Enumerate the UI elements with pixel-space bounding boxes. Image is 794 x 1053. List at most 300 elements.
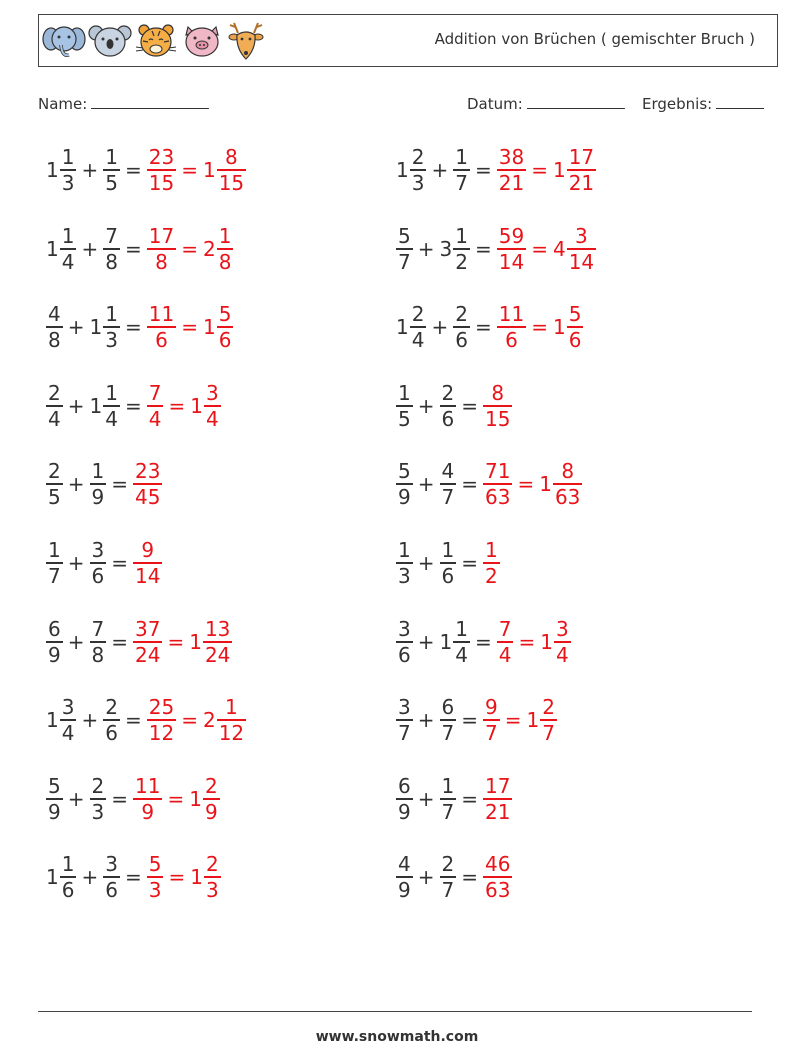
answer — [497, 616, 571, 667]
addend-1 — [46, 695, 76, 746]
whole-number: 1 — [89, 393, 103, 418]
denominator: 4 — [411, 328, 425, 353]
numerator: 37 — [135, 616, 161, 641]
denominator: 2 — [455, 249, 468, 274]
denominator: 21 — [498, 171, 525, 195]
fraction — [103, 302, 120, 353]
addend-1 — [396, 459, 413, 510]
addend-2 — [440, 695, 457, 746]
denominator: 3 — [105, 328, 118, 353]
improper-result — [147, 695, 176, 746]
denominator: 5 — [105, 171, 118, 195]
denominator: 6 — [105, 721, 118, 746]
whole-number: 1 — [539, 472, 552, 497]
equals-sign: = — [124, 158, 142, 182]
numerator: 1 — [225, 695, 238, 720]
addend-1 — [46, 540, 63, 586]
fraction — [60, 223, 77, 274]
fraction — [46, 773, 63, 824]
fraction — [217, 147, 246, 193]
addend-1 — [46, 773, 63, 824]
denominator: 6 — [441, 406, 455, 431]
denominator: 7 — [398, 249, 411, 274]
mixed-result — [189, 616, 232, 667]
plus-sign: + — [81, 865, 99, 890]
fraction — [554, 616, 571, 667]
addend-2 — [90, 540, 107, 586]
answer — [497, 302, 584, 353]
mixed-result — [202, 695, 246, 746]
denominator: 15 — [485, 406, 511, 431]
numerator: 1 — [218, 223, 232, 248]
improper-result — [497, 223, 526, 274]
fraction — [440, 540, 457, 586]
answer — [483, 540, 500, 586]
equals-sign: = — [474, 315, 492, 340]
mixed-result — [189, 773, 219, 824]
problem-left-6 — [46, 533, 162, 593]
addend-2 — [440, 540, 457, 586]
problem-right-9 — [396, 769, 512, 829]
improper-result — [133, 540, 162, 586]
numerator: 2 — [542, 695, 555, 720]
denominator: 4 — [61, 249, 75, 274]
fraction — [396, 616, 413, 667]
improper-result — [497, 147, 526, 193]
fraction — [396, 695, 413, 746]
addend-2 — [89, 302, 120, 353]
addend-2 — [103, 147, 120, 193]
improper-result — [483, 852, 512, 903]
denominator: 3 — [91, 799, 105, 824]
improper-result — [497, 616, 514, 667]
denominator: 6 — [455, 328, 468, 353]
whole-number: 2 — [202, 708, 216, 733]
fraction — [60, 147, 77, 193]
numerator: 4 — [48, 302, 61, 327]
problem-left-1 — [46, 140, 246, 200]
numerator: 1 — [91, 459, 105, 484]
numerator: 8 — [561, 459, 575, 484]
denominator: 5 — [398, 406, 411, 431]
fraction — [46, 302, 63, 353]
answer — [483, 852, 512, 903]
equals-sign: = — [124, 708, 142, 733]
name-label: Name: — [38, 95, 88, 113]
denominator: 6 — [61, 878, 75, 903]
worksheet-title: Addition von Brüchen ( gemischter Bruch ) — [434, 30, 755, 48]
whole-number: 1 — [190, 865, 203, 890]
numerator: 2 — [105, 695, 118, 720]
plus-sign: + — [67, 315, 85, 340]
improper-result — [147, 852, 164, 903]
problem-right-7 — [396, 612, 571, 672]
numerator: 13 — [204, 616, 231, 641]
answer — [483, 380, 512, 431]
numerator: 17 — [148, 223, 175, 248]
koala-icon — [88, 21, 132, 61]
plus-sign: + — [417, 393, 435, 418]
addend-1 — [396, 223, 413, 274]
answer — [147, 302, 234, 353]
fraction — [440, 695, 457, 746]
addend-1 — [396, 302, 426, 353]
problem-right-8 — [396, 690, 557, 750]
answer — [147, 147, 246, 193]
equals-sign: = — [111, 786, 128, 811]
numerator: 5 — [568, 302, 582, 327]
denominator: 7 — [398, 721, 411, 746]
numerator: 1 — [398, 380, 411, 405]
fraction — [203, 616, 232, 667]
numerator: 2 — [48, 380, 61, 405]
improper-result — [147, 302, 176, 353]
denominator: 8 — [218, 249, 232, 274]
fraction — [396, 380, 413, 431]
addend-2 — [90, 773, 107, 824]
numerator: 7 — [105, 223, 118, 248]
denominator: 6 — [505, 328, 518, 353]
numerator: 5 — [148, 852, 162, 877]
answer — [147, 223, 234, 274]
fraction — [567, 147, 596, 193]
fraction — [440, 459, 457, 510]
numerator: 3 — [555, 616, 569, 641]
mixed-result — [203, 147, 246, 193]
denominator: 9 — [141, 799, 155, 824]
equals-sign: = — [474, 158, 492, 182]
numerator: 2 — [411, 145, 425, 169]
numerator: 38 — [498, 145, 525, 169]
plus-sign: + — [417, 472, 435, 497]
animal-icons — [42, 19, 266, 63]
denominator: 9 — [204, 799, 218, 824]
denominator: 7 — [48, 564, 61, 588]
date-field[interactable] — [467, 94, 625, 113]
denominator: 4 — [61, 721, 75, 746]
denominator: 4 — [48, 406, 61, 431]
addend-1 — [46, 459, 63, 510]
equals-sign: = — [461, 551, 478, 575]
fraction — [204, 852, 221, 903]
equals-sign: = — [124, 236, 142, 261]
equals-sign: = — [111, 472, 128, 497]
addend-2 — [440, 459, 457, 510]
fraction — [60, 852, 77, 903]
problem-left-9 — [46, 769, 220, 829]
numerator: 7 — [91, 616, 105, 641]
addend-1 — [396, 695, 413, 746]
equals-sign: = — [168, 865, 186, 890]
whole-number: 1 — [46, 865, 59, 890]
plus-sign: + — [81, 708, 99, 733]
elephant-icon — [42, 21, 86, 61]
whole-number: 1 — [396, 158, 409, 182]
denominator: 7 — [441, 799, 455, 824]
pig-icon — [180, 21, 224, 61]
improper-result — [483, 540, 500, 586]
equals-sign: = — [167, 629, 185, 654]
numerator: 1 — [48, 538, 61, 562]
problem-right-5 — [396, 454, 582, 514]
addend-1 — [46, 147, 76, 193]
numerator: 1 — [441, 538, 455, 562]
numerator: 3 — [205, 380, 219, 405]
numerator: 1 — [455, 616, 468, 641]
numerator: 11 — [135, 773, 161, 798]
fraction — [217, 302, 234, 353]
equals-sign: = — [461, 472, 478, 497]
problem-left-7 — [46, 612, 232, 672]
denominator: 7 — [542, 721, 555, 746]
denominator: 15 — [148, 171, 175, 195]
denominator: 8 — [105, 249, 118, 274]
denominator: 8 — [91, 642, 105, 667]
addend-2 — [440, 773, 457, 824]
name-blank[interactable] — [91, 94, 209, 109]
denominator: 3 — [148, 878, 162, 903]
date-blank[interactable] — [527, 94, 625, 109]
plus-sign: + — [67, 551, 85, 575]
numerator: 3 — [105, 852, 118, 877]
equals-sign: = — [124, 315, 142, 340]
whole-number: 1 — [46, 708, 59, 733]
whole-number: 1 — [202, 315, 216, 340]
fraction — [567, 302, 584, 353]
denominator: 6 — [105, 878, 118, 903]
plus-sign: + — [67, 393, 85, 418]
denominator: 15 — [218, 171, 245, 195]
mixed-result — [190, 852, 220, 903]
equals-sign: = — [167, 786, 185, 811]
fraction — [204, 380, 221, 431]
numerator: 1 — [455, 145, 468, 169]
fraction — [453, 147, 470, 193]
fraction — [46, 616, 63, 667]
numerator: 6 — [48, 616, 61, 641]
answer — [147, 852, 221, 903]
answer — [497, 147, 596, 193]
whole-number: 1 — [46, 158, 59, 182]
problem-left-10 — [46, 847, 221, 907]
improper-result — [147, 147, 176, 193]
numerator: 59 — [498, 223, 525, 248]
denominator: 8 — [48, 328, 61, 353]
numerator: 2 — [441, 380, 455, 405]
plus-sign: + — [417, 236, 435, 261]
fraction — [203, 773, 220, 824]
denominator: 9 — [48, 642, 61, 667]
improper-result — [497, 302, 526, 353]
numerator: 3 — [91, 538, 105, 562]
numerator: 1 — [441, 773, 455, 798]
whole-number: 1 — [526, 708, 540, 733]
denominator: 4 — [148, 406, 162, 431]
fraction — [103, 380, 120, 431]
denominator: 4 — [498, 642, 512, 667]
addend-2 — [103, 223, 120, 274]
numerator: 5 — [218, 302, 232, 327]
numerator: 1 — [485, 538, 498, 562]
numerator: 23 — [135, 459, 161, 484]
mixed-result — [202, 302, 233, 353]
problem-right-1 — [396, 140, 596, 200]
date-label: Datum: — [467, 95, 523, 113]
addend-1 — [46, 223, 76, 274]
result-blank[interactable] — [716, 94, 764, 109]
equals-sign: = — [531, 158, 548, 182]
answer — [133, 540, 162, 586]
numerator: 9 — [485, 695, 498, 720]
addend-1 — [396, 540, 413, 586]
equals-sign: = — [181, 158, 198, 182]
whole-number: 1 — [540, 629, 553, 654]
numerator: 8 — [491, 380, 505, 405]
answer — [133, 773, 220, 824]
denominator: 5 — [48, 485, 61, 510]
improper-result — [483, 380, 512, 431]
equals-sign: = — [111, 629, 128, 654]
equals-sign: = — [461, 786, 478, 811]
fraction — [553, 459, 582, 510]
fraction — [46, 540, 63, 586]
answer — [147, 380, 221, 431]
addend-2 — [440, 852, 457, 903]
numerator: 9 — [141, 538, 155, 562]
denominator: 63 — [485, 878, 511, 903]
fraction — [396, 223, 413, 274]
addend-2 — [103, 852, 120, 903]
improper-result — [133, 459, 162, 510]
numerator: 17 — [485, 773, 511, 798]
fraction — [453, 223, 470, 274]
denominator: 24 — [204, 642, 231, 667]
plus-sign: + — [417, 865, 435, 890]
plus-sign: + — [417, 708, 435, 733]
denominator: 2 — [485, 564, 498, 588]
result-field[interactable] — [642, 94, 764, 113]
denominator: 12 — [148, 721, 175, 746]
addend-2 — [103, 695, 120, 746]
whole-number: 1 — [202, 158, 216, 182]
numerator: 1 — [398, 538, 411, 562]
equals-sign: = — [517, 472, 535, 497]
numerator: 2 — [205, 852, 219, 877]
addend-1 — [46, 852, 76, 903]
fraction — [60, 695, 77, 746]
denominator: 9 — [48, 799, 61, 824]
fraction — [46, 380, 63, 431]
equals-sign: = — [124, 393, 142, 418]
numerator: 5 — [48, 773, 61, 798]
numerator: 6 — [398, 773, 411, 798]
denominator: 7 — [455, 171, 468, 195]
whole-number: 2 — [202, 236, 216, 261]
denominator: 6 — [218, 328, 232, 353]
whole-number: 1 — [552, 315, 566, 340]
answer — [483, 695, 557, 746]
plus-sign: + — [81, 236, 99, 261]
problem-right-10 — [396, 847, 512, 907]
fraction — [396, 459, 413, 510]
result-label: Ergebnis: — [642, 95, 713, 113]
numerator: 11 — [148, 302, 175, 327]
plus-sign: + — [417, 629, 435, 654]
problem-right-2 — [396, 219, 596, 279]
numerator: 8 — [225, 145, 238, 169]
denominator: 4 — [205, 406, 219, 431]
problem-left-3 — [46, 297, 233, 357]
problem-left-5 — [46, 454, 162, 514]
equals-sign: = — [461, 865, 478, 890]
denominator: 8 — [155, 249, 168, 274]
addend-1 — [46, 616, 63, 667]
fraction — [103, 695, 120, 746]
addend-1 — [396, 773, 413, 824]
fraction — [103, 852, 120, 903]
numerator: 1 — [455, 223, 468, 248]
numerator: 4 — [398, 852, 411, 877]
equals-sign: = — [531, 315, 548, 340]
denominator: 3 — [205, 878, 219, 903]
denominator: 7 — [441, 721, 455, 746]
plus-sign: + — [81, 158, 99, 182]
name-field[interactable] — [38, 94, 209, 113]
addend-2 — [439, 616, 470, 667]
mixed-result — [552, 302, 583, 353]
fraction — [567, 223, 596, 274]
equals-sign: = — [111, 551, 128, 575]
denominator: 9 — [91, 485, 105, 510]
numerator: 23 — [148, 145, 175, 169]
numerator: 5 — [398, 459, 411, 484]
denominator: 45 — [135, 485, 161, 510]
mixed-result — [540, 616, 570, 667]
denominator: 4 — [105, 406, 118, 431]
whole-number: 4 — [552, 236, 566, 261]
numerator: 17 — [568, 145, 595, 169]
addend-2 — [453, 302, 470, 353]
numerator: 1 — [61, 223, 75, 248]
fraction — [453, 616, 470, 667]
problem-right-6 — [396, 533, 500, 593]
whole-number: 1 — [46, 236, 59, 261]
numerator: 4 — [441, 459, 455, 484]
mixed-result — [539, 459, 582, 510]
denominator: 7 — [441, 485, 455, 510]
whole-number: 1 — [89, 315, 103, 340]
denominator: 21 — [568, 171, 595, 195]
whole-number: 1 — [396, 315, 409, 340]
denominator: 4 — [455, 642, 468, 667]
worksheet-header — [38, 14, 778, 67]
answer — [483, 773, 512, 824]
fraction — [46, 459, 63, 510]
addend-1 — [46, 302, 63, 353]
whole-number: 1 — [552, 158, 566, 182]
answer — [497, 223, 596, 274]
addend-1 — [396, 852, 413, 903]
addend-1 — [396, 616, 413, 667]
fraction — [410, 302, 427, 353]
denominator: 12 — [218, 721, 245, 746]
plus-sign: + — [417, 786, 435, 811]
numerator: 2 — [204, 773, 218, 798]
numerator: 1 — [61, 852, 75, 877]
fraction — [103, 147, 120, 193]
answer — [147, 695, 246, 746]
numerator: 2 — [48, 459, 61, 484]
